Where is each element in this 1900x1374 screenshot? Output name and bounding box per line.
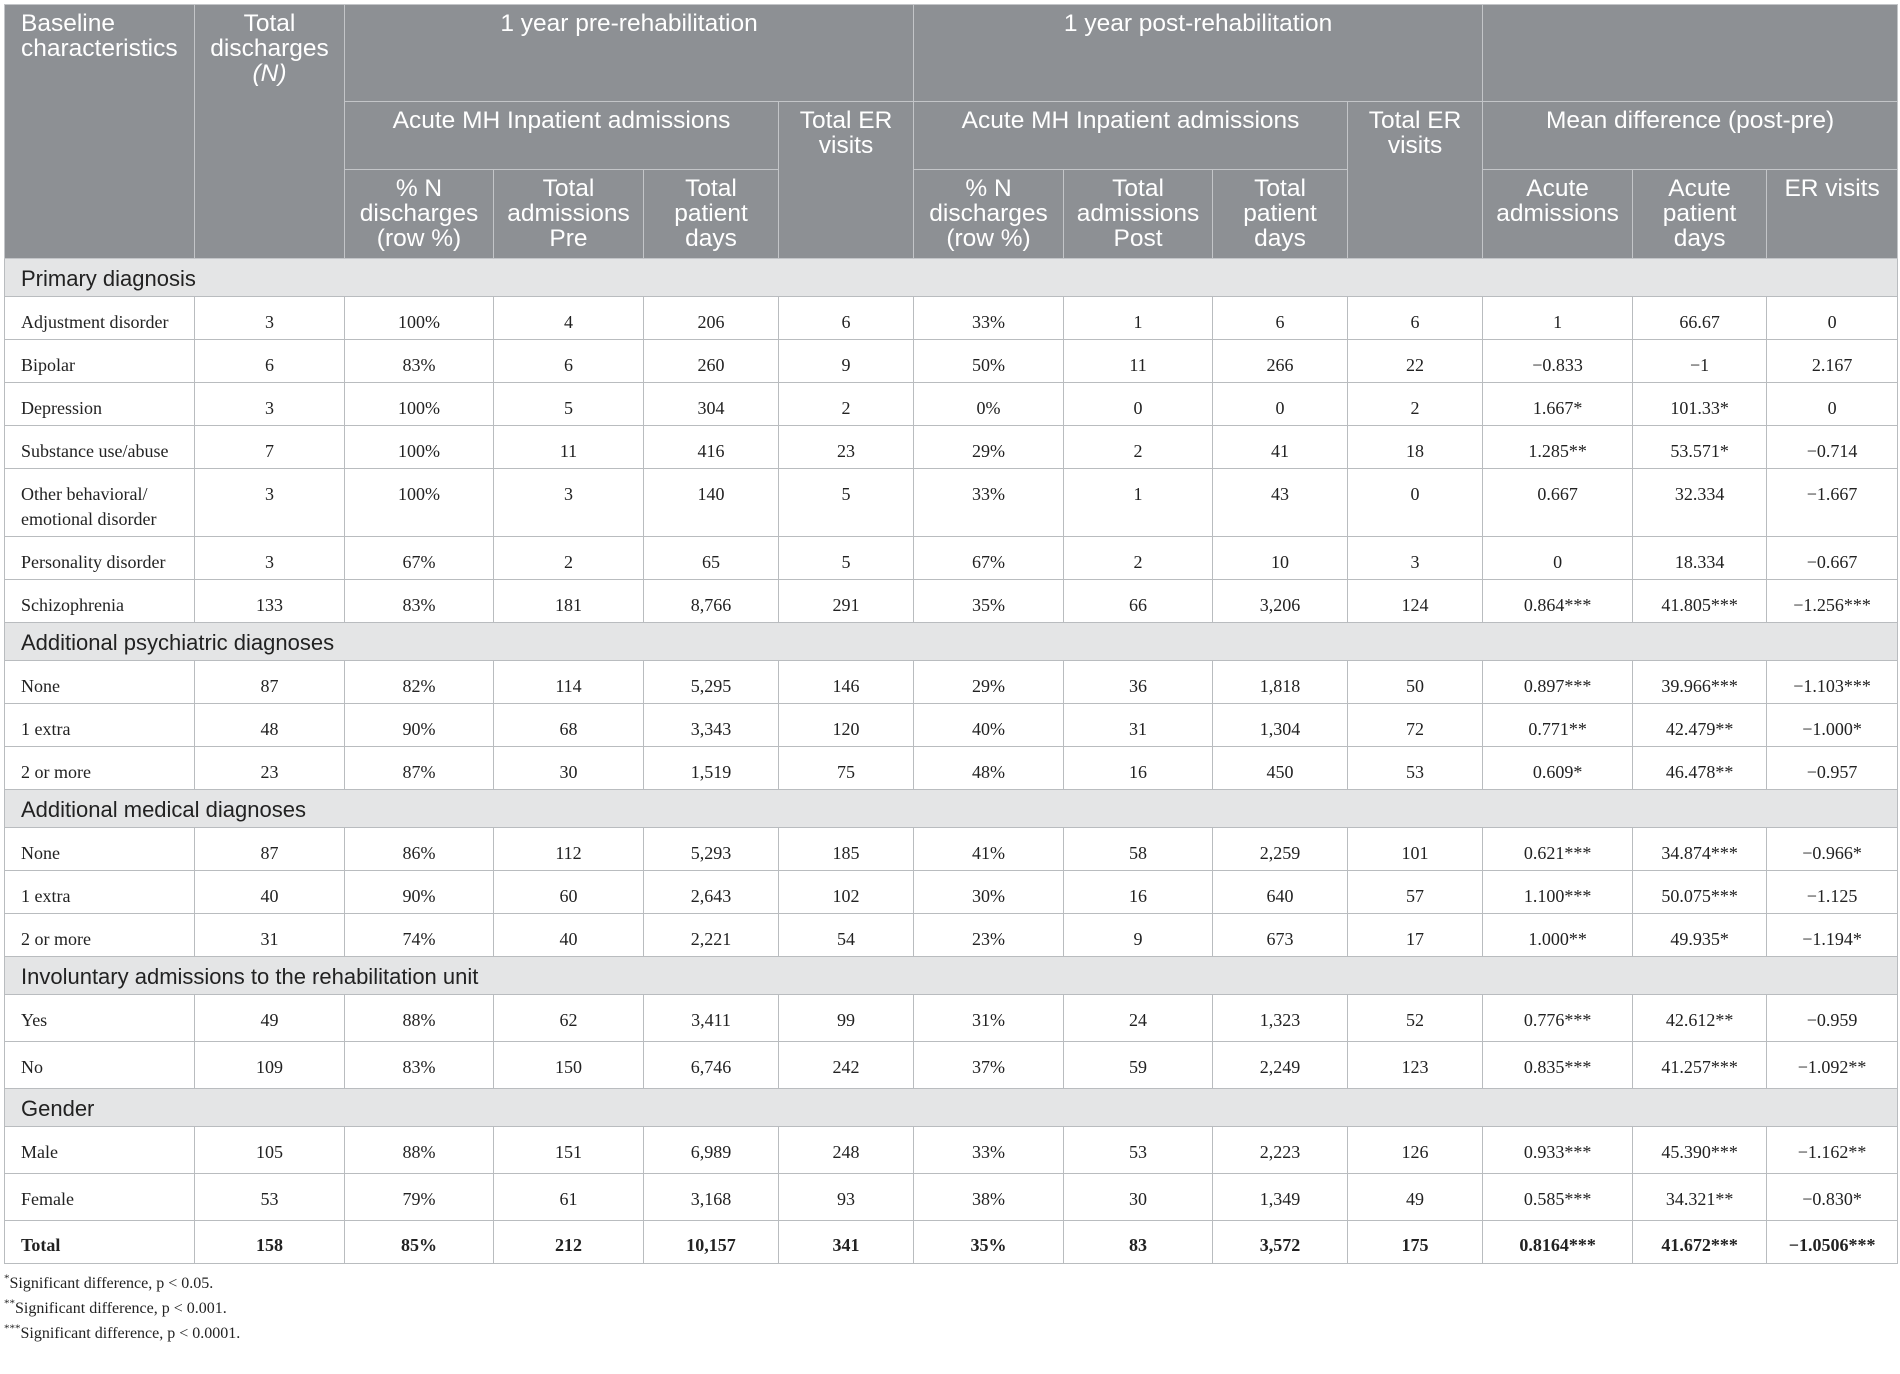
table-cell: 90% (345, 704, 494, 747)
table-cell: 3,206 (1213, 580, 1348, 623)
table-cell: 31 (195, 914, 345, 957)
header-mean-diff: Mean difference (post-pre) (1483, 102, 1898, 170)
table-cell: 11 (1064, 340, 1213, 383)
table-cell: 35% (914, 580, 1064, 623)
table-cell: 72 (1348, 704, 1483, 747)
table-cell: 248 (779, 1127, 914, 1174)
table-cell: 133 (195, 580, 345, 623)
table-cell: 0.933*** (1483, 1127, 1633, 1174)
table-cell: 42.479** (1633, 704, 1767, 747)
section-title: Involuntary admissions to the rehabilitation unit (5, 957, 1898, 995)
table-cell: 40 (494, 914, 644, 957)
table-cell: 1,323 (1213, 995, 1348, 1042)
table-cell: 30 (1064, 1174, 1213, 1221)
section-header (5, 1089, 1898, 1127)
table-cell: 0.835*** (1483, 1042, 1633, 1089)
table-cell: 4 (494, 297, 644, 340)
section-title: Additional psychiatric diagnoses (5, 623, 1898, 661)
table-cell: 2 (1064, 537, 1213, 580)
table-cell: 1.285** (1483, 426, 1633, 469)
table-cell: 1,519 (644, 747, 779, 790)
table-cell: −1.092** (1767, 1042, 1898, 1089)
table-cell: 3 (195, 383, 345, 426)
table-cell: 124 (1348, 580, 1483, 623)
footnotes (4, 1271, 1897, 1346)
data-table (4, 4, 1898, 1264)
table-cell: 66 (1064, 580, 1213, 623)
table-cell: 100% (345, 297, 494, 340)
table-row (5, 340, 1898, 383)
header-pct-pre: % N discharges (row %) (345, 170, 494, 259)
table-cell: 83% (345, 340, 494, 383)
table-cell: −0.667 (1767, 537, 1898, 580)
table-cell: 30% (914, 871, 1064, 914)
table-cell: 2,223 (1213, 1127, 1348, 1174)
table-cell: 1 (1064, 469, 1213, 537)
table-cell: 57 (1348, 871, 1483, 914)
table-cell: 291 (779, 580, 914, 623)
table-cell: 1,818 (1213, 661, 1348, 704)
table-cell: 83 (1064, 1221, 1213, 1264)
table-cell: 79% (345, 1174, 494, 1221)
table-cell: 83% (345, 580, 494, 623)
table-cell: 41.257*** (1633, 1042, 1767, 1089)
table-cell: 341 (779, 1221, 914, 1264)
table-cell: 5 (494, 383, 644, 426)
table-cell: 6 (195, 340, 345, 383)
table-cell: −1 (1633, 340, 1767, 383)
table-cell: 49.935* (1633, 914, 1767, 957)
table-row (5, 383, 1898, 426)
table-cell: 304 (644, 383, 779, 426)
table-cell: −0.714 (1767, 426, 1898, 469)
table-cell: 18.334 (1633, 537, 1767, 580)
table-cell: 49 (1348, 1174, 1483, 1221)
table-body (5, 259, 1898, 1264)
table-row (5, 871, 1898, 914)
table-row (5, 914, 1898, 957)
table-cell: 5 (779, 537, 914, 580)
header-days-pre: Total patient days (644, 170, 779, 259)
table-cell: 126 (1348, 1127, 1483, 1174)
table-cell: 48% (914, 747, 1064, 790)
table-cell: 0.897*** (1483, 661, 1633, 704)
table-row (5, 1127, 1898, 1174)
table-cell: 6 (1348, 297, 1483, 340)
section-header (5, 623, 1898, 661)
table-cell: 75 (779, 747, 914, 790)
table-cell: 48 (195, 704, 345, 747)
table-cell: 673 (1213, 914, 1348, 957)
table-cell: 1,304 (1213, 704, 1348, 747)
table-cell: 99 (779, 995, 914, 1042)
row-label: Yes (5, 995, 195, 1042)
table-cell: 41% (914, 828, 1064, 871)
table-cell: 3 (195, 297, 345, 340)
footnote-mark: * (4, 1272, 10, 1285)
row-label: Other behavioral/ emotional disorder (5, 469, 195, 537)
table-row (5, 1174, 1898, 1221)
table-cell: −1.125 (1767, 871, 1898, 914)
table-cell: 105 (195, 1127, 345, 1174)
table-cell: 3 (494, 469, 644, 537)
table-row (5, 537, 1898, 580)
table-cell: 3 (195, 469, 345, 537)
row-label: None (5, 661, 195, 704)
table-cell: 88% (345, 1127, 494, 1174)
footnote (4, 1271, 1897, 1296)
table-cell: 266 (1213, 340, 1348, 383)
table-cell: 7 (195, 426, 345, 469)
table-cell: 0.667 (1483, 469, 1633, 537)
table-cell: 86% (345, 828, 494, 871)
table-cell: 62 (494, 995, 644, 1042)
table-cell: 39.966*** (1633, 661, 1767, 704)
section-header (5, 790, 1898, 828)
table-cell: 24 (1064, 995, 1213, 1042)
table-row (5, 995, 1898, 1042)
table-cell: 88% (345, 995, 494, 1042)
table-cell: 93 (779, 1174, 914, 1221)
table-cell: 49 (195, 995, 345, 1042)
footnote-text: Significant difference, p < 0.001. (15, 1300, 227, 1317)
table-cell: 85% (345, 1221, 494, 1264)
table-cell: 10 (1213, 537, 1348, 580)
header-total-discharges: Total discharges (N) (195, 5, 345, 259)
table-cell: −0.830* (1767, 1174, 1898, 1221)
table-cell: 6 (494, 340, 644, 383)
table-row (5, 1042, 1898, 1089)
table-cell: 87 (195, 661, 345, 704)
table-cell: 30 (494, 747, 644, 790)
table-cell: 50.075*** (1633, 871, 1767, 914)
table-cell: 41.805*** (1633, 580, 1767, 623)
table-cell: 32.334 (1633, 469, 1767, 537)
row-label: Schizophrenia (5, 580, 195, 623)
table-cell: 140 (644, 469, 779, 537)
section-title: Gender (5, 1089, 1898, 1127)
table-cell: 53 (195, 1174, 345, 1221)
header-pre-rehab: 1 year pre-rehabilitation (345, 5, 914, 102)
table-row (5, 580, 1898, 623)
table-cell: −0.959 (1767, 995, 1898, 1042)
table-cell: 53.571* (1633, 426, 1767, 469)
table-cell: 50% (914, 340, 1064, 383)
table-cell: 0.585*** (1483, 1174, 1633, 1221)
table-cell: 5,295 (644, 661, 779, 704)
header-er-post: Total ER visits (1348, 102, 1483, 259)
row-label: 1 extra (5, 704, 195, 747)
table-cell: 109 (195, 1042, 345, 1089)
table-cell: 150 (494, 1042, 644, 1089)
section-title: Additional medical diagnoses (5, 790, 1898, 828)
header-acute-post: Acute MH Inpatient admissions (914, 102, 1348, 170)
table-cell: 0 (1213, 383, 1348, 426)
table-cell: 6 (1213, 297, 1348, 340)
table-cell: 3 (195, 537, 345, 580)
header-adm-post: Total admissions Post (1064, 170, 1213, 259)
footnote (4, 1296, 1897, 1321)
table-cell: 212 (494, 1221, 644, 1264)
table-cell: 0 (1064, 383, 1213, 426)
footnote-mark: *** (4, 1322, 21, 1335)
table-cell: 112 (494, 828, 644, 871)
header-md-er: ER visits (1767, 170, 1898, 259)
table-row (5, 297, 1898, 340)
table-cell: 52 (1348, 995, 1483, 1042)
table-cell: 101 (1348, 828, 1483, 871)
table-cell: 0.771** (1483, 704, 1633, 747)
table-cell: 87 (195, 828, 345, 871)
table-cell: 38% (914, 1174, 1064, 1221)
table-row (5, 828, 1898, 871)
table-cell: 101.33* (1633, 383, 1767, 426)
table-cell: −1.103*** (1767, 661, 1898, 704)
table-container (4, 4, 1897, 1346)
table-cell: 640 (1213, 871, 1348, 914)
table-cell: 100% (345, 426, 494, 469)
header-blank (1483, 5, 1898, 102)
table-cell: 100% (345, 383, 494, 426)
table-cell: 29% (914, 426, 1064, 469)
table-cell: 2,643 (644, 871, 779, 914)
table-row (5, 661, 1898, 704)
table-cell: 68 (494, 704, 644, 747)
table-cell: 46.478** (1633, 747, 1767, 790)
table-cell: 90% (345, 871, 494, 914)
footnote-mark: ** (4, 1297, 15, 1310)
table-cell: 1 (1483, 297, 1633, 340)
footnote-text: Significant difference, p < 0.05. (9, 1275, 214, 1292)
row-label: 2 or more (5, 747, 195, 790)
table-cell: 23% (914, 914, 1064, 957)
table-cell: 102 (779, 871, 914, 914)
table-cell: 54 (779, 914, 914, 957)
table-cell: 33% (914, 469, 1064, 537)
row-label: Substance use/abuse (5, 426, 195, 469)
table-cell: 3 (1348, 537, 1483, 580)
table-cell: 11 (494, 426, 644, 469)
table-cell: 1.100*** (1483, 871, 1633, 914)
header-md-adm: Acute admissions (1483, 170, 1633, 259)
table-cell: 0.776*** (1483, 995, 1633, 1042)
row-label: Male (5, 1127, 195, 1174)
table-cell: 1 (1064, 297, 1213, 340)
row-label: Personality disorder (5, 537, 195, 580)
table-cell: 74% (345, 914, 494, 957)
table-cell: −1.256*** (1767, 580, 1898, 623)
table-cell: 22 (1348, 340, 1483, 383)
table-cell: 0 (1483, 537, 1633, 580)
table-cell: 175 (1348, 1221, 1483, 1264)
table-cell: 23 (195, 747, 345, 790)
table-cell: 0% (914, 383, 1064, 426)
table-cell: −1.162** (1767, 1127, 1898, 1174)
row-label: Depression (5, 383, 195, 426)
table-cell: 45.390*** (1633, 1127, 1767, 1174)
footnote-text: Significant difference, p < 0.0001. (20, 1325, 241, 1342)
table-cell: 67% (345, 537, 494, 580)
table-cell: 114 (494, 661, 644, 704)
table-cell: 185 (779, 828, 914, 871)
table-cell: −0.957 (1767, 747, 1898, 790)
table-cell: 40% (914, 704, 1064, 747)
table-cell: 158 (195, 1221, 345, 1264)
table-cell: 5,293 (644, 828, 779, 871)
table-cell: 61 (494, 1174, 644, 1221)
table-cell: 416 (644, 426, 779, 469)
header-er-pre: Total ER visits (779, 102, 914, 259)
table-cell: 35% (914, 1221, 1064, 1264)
table-cell: 66.67 (1633, 297, 1767, 340)
table-cell: 123 (1348, 1042, 1483, 1089)
table-cell: 0 (1348, 469, 1483, 537)
table-cell: 29% (914, 661, 1064, 704)
table-cell: 65 (644, 537, 779, 580)
table-cell: 53 (1064, 1127, 1213, 1174)
table-cell: 1.667* (1483, 383, 1633, 426)
header-pct-post: % N discharges (row %) (914, 170, 1064, 259)
table-cell: 17 (1348, 914, 1483, 957)
table-cell: 2,259 (1213, 828, 1348, 871)
table-cell: 8,766 (644, 580, 779, 623)
table-cell: 58 (1064, 828, 1213, 871)
section-header (5, 259, 1898, 297)
table-cell: 242 (779, 1042, 914, 1089)
table-cell: 59 (1064, 1042, 1213, 1089)
table-cell: 2 (1064, 426, 1213, 469)
row-label: Bipolar (5, 340, 195, 383)
table-cell: 18 (1348, 426, 1483, 469)
table-row (5, 747, 1898, 790)
table-cell: 2 (1348, 383, 1483, 426)
table-row (5, 426, 1898, 469)
table-cell: 2,249 (1213, 1042, 1348, 1089)
table-cell: 100% (345, 469, 494, 537)
table-cell: 181 (494, 580, 644, 623)
table-cell: −1.0506*** (1767, 1221, 1898, 1264)
table-cell: −1.194* (1767, 914, 1898, 957)
table-cell: 0.609* (1483, 747, 1633, 790)
table-cell: 83% (345, 1042, 494, 1089)
table-cell: 2,221 (644, 914, 779, 957)
table-cell: 67% (914, 537, 1064, 580)
table-row (5, 704, 1898, 747)
table-cell: 1.000** (1483, 914, 1633, 957)
table-cell: 0.864*** (1483, 580, 1633, 623)
row-label: None (5, 828, 195, 871)
table-cell: 9 (779, 340, 914, 383)
table-cell: 40 (195, 871, 345, 914)
table-cell: 2 (494, 537, 644, 580)
row-label: 1 extra (5, 871, 195, 914)
table-cell: 1,349 (1213, 1174, 1348, 1221)
table-cell: 146 (779, 661, 914, 704)
header-baseline: Baseline characteristics (5, 5, 195, 259)
table-cell: 120 (779, 704, 914, 747)
header-post-rehab: 1 year post-rehabilitation (914, 5, 1483, 102)
row-label: Female (5, 1174, 195, 1221)
header-acute-pre: Acute MH Inpatient admissions (345, 102, 779, 170)
table-cell: 151 (494, 1127, 644, 1174)
table-cell: 16 (1064, 871, 1213, 914)
table-cell: 3,343 (644, 704, 779, 747)
table-cell: 41 (1213, 426, 1348, 469)
table-cell: 10,157 (644, 1221, 779, 1264)
table-cell: 50 (1348, 661, 1483, 704)
section-header (5, 957, 1898, 995)
row-label: 2 or more (5, 914, 195, 957)
table-cell: 31 (1064, 704, 1213, 747)
table-cell: 206 (644, 297, 779, 340)
table-cell: 53 (1348, 747, 1483, 790)
table-cell: 0 (1767, 383, 1898, 426)
table-cell: 3,572 (1213, 1221, 1348, 1264)
table-cell: 87% (345, 747, 494, 790)
table-cell: −0.966* (1767, 828, 1898, 871)
table-cell: 0 (1767, 297, 1898, 340)
table-cell: 6,989 (644, 1127, 779, 1174)
table-cell: 3,168 (644, 1174, 779, 1221)
table-cell: −1.000* (1767, 704, 1898, 747)
table-cell: 41.672*** (1633, 1221, 1767, 1264)
header-adm-pre: Total admissions Pre (494, 170, 644, 259)
table-cell: 3,411 (644, 995, 779, 1042)
table-cell: 82% (345, 661, 494, 704)
table-cell: 5 (779, 469, 914, 537)
table-cell: 0.8164*** (1483, 1221, 1633, 1264)
table-cell: 43 (1213, 469, 1348, 537)
footnote (4, 1321, 1897, 1346)
table-cell: 33% (914, 1127, 1064, 1174)
table-cell: 34.874*** (1633, 828, 1767, 871)
table-cell: 33% (914, 297, 1064, 340)
table-cell: 42.612** (1633, 995, 1767, 1042)
row-label: Total (5, 1221, 195, 1264)
row-label: Adjustment disorder (5, 297, 195, 340)
section-title: Primary diagnosis (5, 259, 1898, 297)
row-label: No (5, 1042, 195, 1089)
table-cell: 0.621*** (1483, 828, 1633, 871)
table-cell: 9 (1064, 914, 1213, 957)
table-cell: 6,746 (644, 1042, 779, 1089)
table-cell: 2 (779, 383, 914, 426)
table-cell: 60 (494, 871, 644, 914)
table-row (5, 469, 1898, 537)
table-cell: −1.667 (1767, 469, 1898, 537)
table-cell: 450 (1213, 747, 1348, 790)
table-cell: 16 (1064, 747, 1213, 790)
total-row (5, 1221, 1898, 1264)
table-cell: 23 (779, 426, 914, 469)
header-days-post: Total patient days (1213, 170, 1348, 259)
table-cell: 36 (1064, 661, 1213, 704)
table-cell: 260 (644, 340, 779, 383)
table-cell: 37% (914, 1042, 1064, 1089)
table-cell: −0.833 (1483, 340, 1633, 383)
table-cell: 6 (779, 297, 914, 340)
table-cell: 34.321** (1633, 1174, 1767, 1221)
header-md-days: Acute patient days (1633, 170, 1767, 259)
table-cell: 2.167 (1767, 340, 1898, 383)
table-cell: 31% (914, 995, 1064, 1042)
